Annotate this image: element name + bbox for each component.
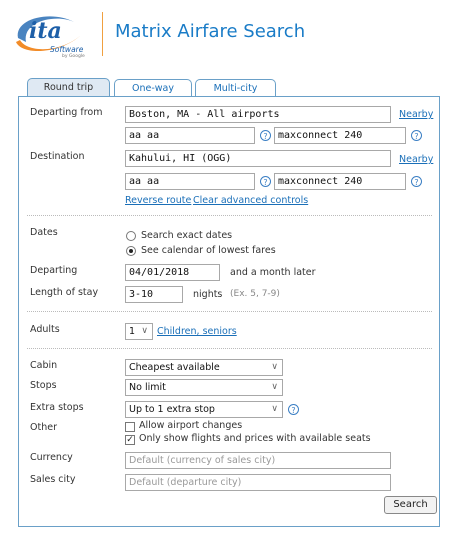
- other-label: Other: [30, 422, 57, 433]
- cabin-value: Cheapest available: [129, 362, 220, 373]
- chevron-down-icon: ∨: [141, 326, 148, 336]
- stops-value: No limit: [129, 382, 166, 393]
- exact-dates-radio[interactable]: [126, 231, 136, 241]
- search-button[interactable]: Search: [384, 496, 437, 514]
- adults-value: 1: [129, 326, 136, 337]
- currency-input[interactable]: Default (currency of sales city): [125, 452, 391, 469]
- page-title: Matrix Airfare Search: [115, 21, 306, 42]
- departing-date-suffix: and a month later: [230, 267, 316, 278]
- exact-dates-label: Search exact dates: [141, 230, 233, 241]
- sales-city-input[interactable]: Default (departure city): [125, 474, 391, 491]
- departing-date-input[interactable]: 04/01/2018: [125, 264, 220, 281]
- ita-software-logo: [12, 8, 92, 60]
- chevron-down-icon: ∨: [271, 362, 278, 372]
- logo-subtext: Software: [50, 45, 84, 54]
- allow-airport-changes-checkbox[interactable]: [125, 422, 135, 432]
- destination-label: Destination: [30, 151, 85, 162]
- available-seats-checkbox[interactable]: ✓: [126, 435, 134, 445]
- departing-nearby-link[interactable]: Nearby: [399, 109, 434, 120]
- cabin-select[interactable]: [125, 359, 283, 376]
- route-codes-help-icon[interactable]: ?: [260, 176, 271, 187]
- length-of-stay-input[interactable]: 3-10: [125, 286, 183, 303]
- chevron-down-icon: ∨: [271, 382, 278, 392]
- nights-unit-label: nights: [193, 289, 223, 300]
- departing-from-input[interactable]: Boston, MA - All airports: [125, 106, 391, 123]
- extra-stops-select[interactable]: [125, 401, 283, 418]
- section-divider: [27, 311, 432, 312]
- header-divider: [102, 12, 103, 56]
- clear-advanced-controls-link[interactable]: Clear advanced controls: [193, 195, 309, 206]
- destination-extension-codes-input[interactable]: maxconnect 240: [274, 173, 406, 190]
- departing-date-label: Departing: [30, 265, 78, 276]
- tab-one-way[interactable]: One-way: [114, 79, 192, 97]
- destination-input[interactable]: Kahului, HI (OGG): [125, 150, 391, 167]
- search-form-panel: [18, 96, 440, 527]
- logo-text: ita: [29, 18, 62, 44]
- stops-label: Stops: [30, 380, 57, 391]
- extra-stops-label: Extra stops: [30, 402, 84, 413]
- section-divider: [27, 348, 432, 349]
- allow-airport-changes-label: Allow airport changes: [139, 420, 243, 431]
- stops-select[interactable]: [125, 379, 283, 396]
- destination-nearby-link[interactable]: Nearby: [399, 154, 434, 165]
- length-of-stay-hint: (Ex. 5, 7-9): [230, 289, 280, 299]
- children-seniors-link[interactable]: Children, seniors: [157, 326, 237, 337]
- logo-byline: by Google: [62, 54, 85, 59]
- departing-from-label: Departing from: [30, 107, 103, 118]
- cabin-label: Cabin: [30, 360, 58, 371]
- reverse-route-link[interactable]: Reverse route: [125, 195, 192, 206]
- calendar-lowest-fares-radio[interactable]: [126, 246, 136, 256]
- adults-select[interactable]: [125, 323, 153, 340]
- departing-route-codes-input[interactable]: aa aa: [125, 127, 255, 144]
- departing-extension-codes-input[interactable]: maxconnect 240: [274, 127, 406, 144]
- dates-label: Dates: [30, 227, 58, 238]
- tab-multi-city[interactable]: Multi-city: [195, 79, 276, 97]
- extra-stops-value: Up to 1 extra stop: [129, 404, 215, 415]
- tab-round-trip[interactable]: Round trip: [27, 78, 110, 97]
- available-seats-label: Only show flights and prices with available seats: [139, 433, 371, 444]
- extension-codes-help-icon[interactable]: ?: [411, 176, 422, 187]
- route-codes-help-icon[interactable]: ?: [260, 130, 271, 141]
- adults-label: Adults: [30, 324, 60, 335]
- calendar-lowest-fares-label: See calendar of lowest fares: [141, 245, 276, 256]
- length-of-stay-label: Length of stay: [30, 287, 99, 298]
- extra-stops-help-icon[interactable]: ?: [288, 404, 299, 415]
- extension-codes-help-icon[interactable]: ?: [411, 130, 422, 141]
- chevron-down-icon: ∨: [271, 404, 278, 414]
- destination-route-codes-input[interactable]: aa aa: [125, 173, 255, 190]
- section-divider: [27, 215, 432, 216]
- sales-city-label: Sales city: [30, 474, 76, 485]
- currency-label: Currency: [30, 452, 73, 463]
